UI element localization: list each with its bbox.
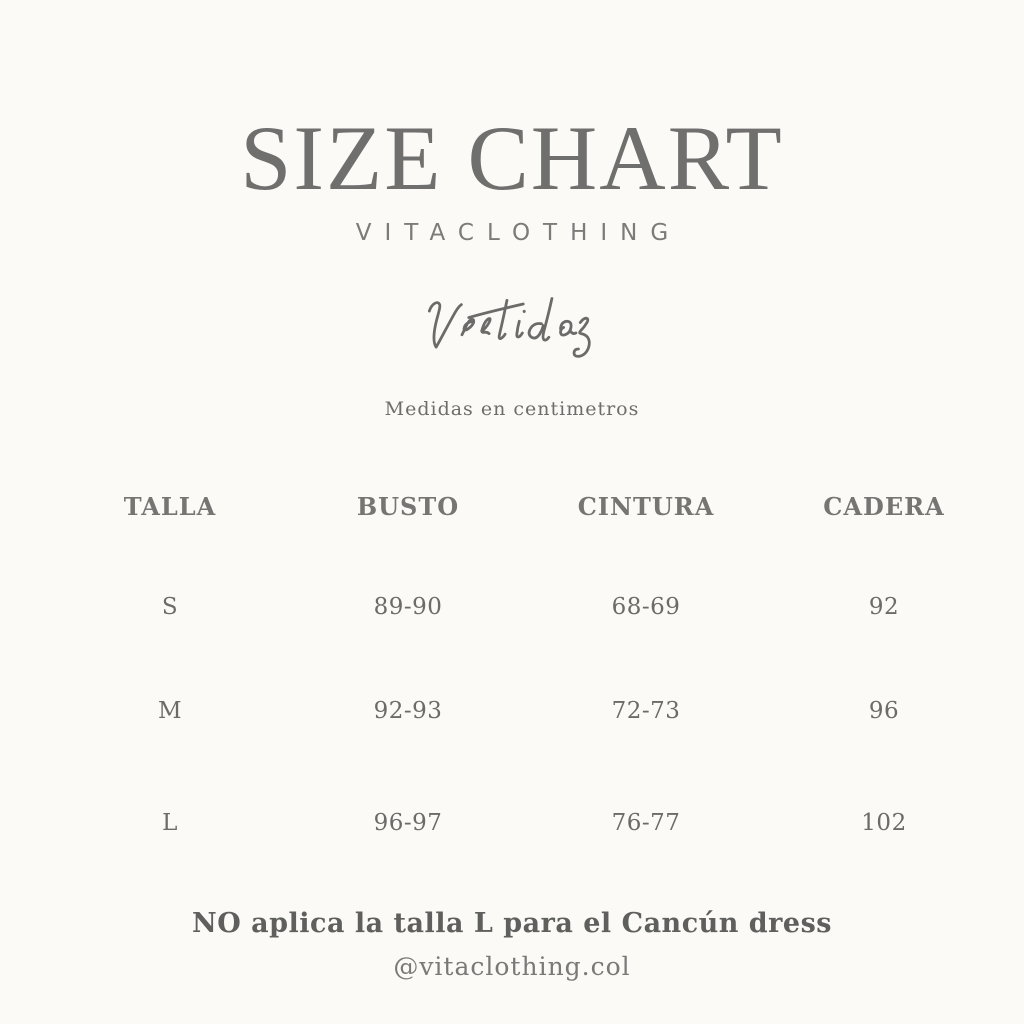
table-row-l xyxy=(51,810,1003,838)
vestidos-script-lettering xyxy=(415,288,610,365)
instagram-handle: @vitaclothing.col xyxy=(393,952,631,982)
cell-talla: M xyxy=(157,697,183,724)
cell-busto: 92-93 xyxy=(373,697,443,724)
cell-cadera: 102 xyxy=(861,810,907,837)
size-table xyxy=(51,493,1003,838)
cell-talla: L xyxy=(162,810,178,837)
cell-busto: 96-97 xyxy=(373,810,443,837)
table-row-m xyxy=(51,698,1003,726)
collection-script xyxy=(0,288,1024,365)
table-header-row xyxy=(51,493,1003,522)
size-exception-note: NO aplica la talla L para el Cancún dress xyxy=(192,907,832,939)
table-row-s xyxy=(51,594,1003,622)
measurement-unit-note: Medidas en centimetros xyxy=(384,397,640,420)
page-title: SIZE CHART xyxy=(240,107,784,209)
cell-cadera: 96 xyxy=(868,697,900,724)
cell-talla: S xyxy=(161,594,179,621)
col-header-talla: TALLA xyxy=(123,492,217,522)
col-header-busto: BUSTO xyxy=(356,492,460,522)
cell-cadera: 92 xyxy=(868,594,900,621)
col-header-cintura: CINTURA xyxy=(577,492,715,522)
cell-cintura: 68-69 xyxy=(611,594,681,621)
cell-cintura: 76-77 xyxy=(611,810,681,837)
cell-cintura: 72-73 xyxy=(611,697,681,724)
brand-name: VITACLOTHING xyxy=(355,220,682,246)
cell-busto: 89-90 xyxy=(373,594,443,621)
col-header-cadera: CADERA xyxy=(823,492,945,522)
